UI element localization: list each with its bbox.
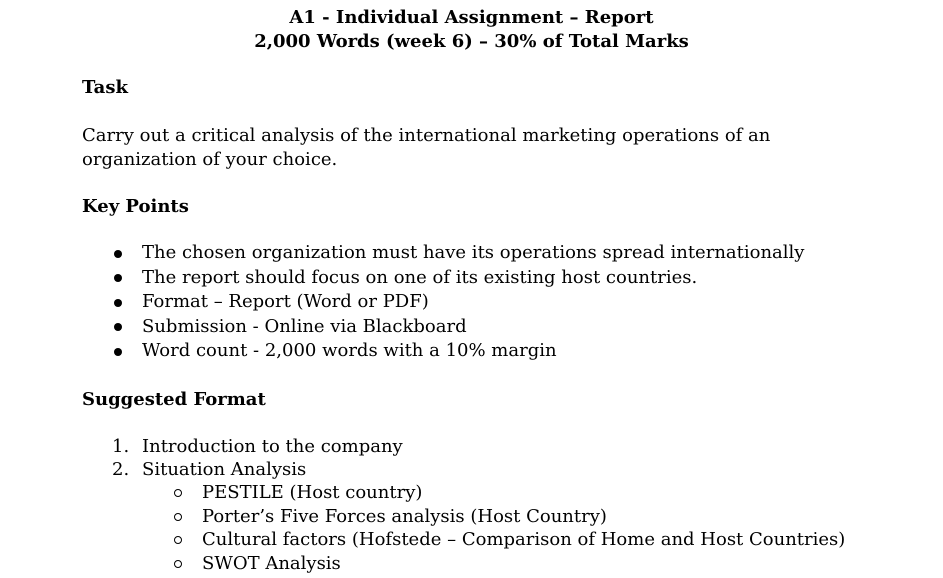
list-item — [112, 315, 804, 340]
key-point-text: The chosen organization must have its operations spread internationally — [142, 242, 805, 263]
list-item — [172, 505, 845, 529]
format-item-text: Introduction to the company — [142, 436, 403, 457]
key-point-text: Format – Report (Word or PDF) — [142, 291, 429, 313]
suggested-format-heading: Suggested Format — [82, 389, 266, 410]
list-item — [112, 290, 804, 315]
bullet-icon — [114, 250, 122, 258]
bullet-icon — [114, 299, 122, 307]
list-item — [172, 481, 845, 505]
sub-item-text: Cultural factors (Hofstede – Comparison of Home and Host Countries) — [202, 529, 846, 550]
bullet-icon — [114, 323, 122, 331]
list-item — [172, 552, 845, 576]
key-points-list — [112, 241, 804, 364]
sub-item-text: PESTILE (Host country) — [202, 482, 423, 503]
key-point-text: Submission - Online via Blackboard — [142, 315, 467, 337]
situation-analysis-sublist — [172, 481, 845, 575]
list-item — [112, 435, 403, 458]
task-text: Carry out a critical analysis of the international marketing operations of an organization of your choice. — [82, 125, 771, 170]
document-subtitle: 2,000 Words (week 6) – 30% of Total Marks — [254, 31, 689, 52]
document-title: A1 - Individual Assignment – Report — [289, 7, 654, 28]
key-point-text: Word count - 2,000 words with a 10% margin — [142, 340, 557, 362]
list-number: 2. — [112, 459, 130, 480]
list-item — [112, 339, 804, 364]
list-number: 1. — [112, 436, 130, 457]
task-heading: Task — [82, 77, 128, 98]
hollow-bullet-icon — [174, 536, 182, 544]
key-points-heading: Key Points — [82, 196, 189, 217]
format-item-text: Situation Analysis — [142, 459, 307, 480]
list-item — [112, 266, 804, 291]
bullet-icon — [114, 274, 122, 282]
hollow-bullet-icon — [174, 513, 182, 521]
list-item — [112, 458, 403, 481]
list-item — [172, 528, 845, 552]
key-point-text: The report should focus on one of its existing host countries. — [142, 266, 698, 288]
list-item — [112, 241, 804, 266]
hollow-bullet-icon — [174, 489, 182, 497]
suggested-format-list — [112, 435, 403, 481]
bullet-icon — [114, 348, 122, 356]
sub-item-text: SWOT Analysis — [202, 552, 341, 574]
sub-item-text: Porter’s Five Forces analysis (Host Country) — [202, 505, 607, 527]
hollow-bullet-icon — [174, 560, 182, 568]
